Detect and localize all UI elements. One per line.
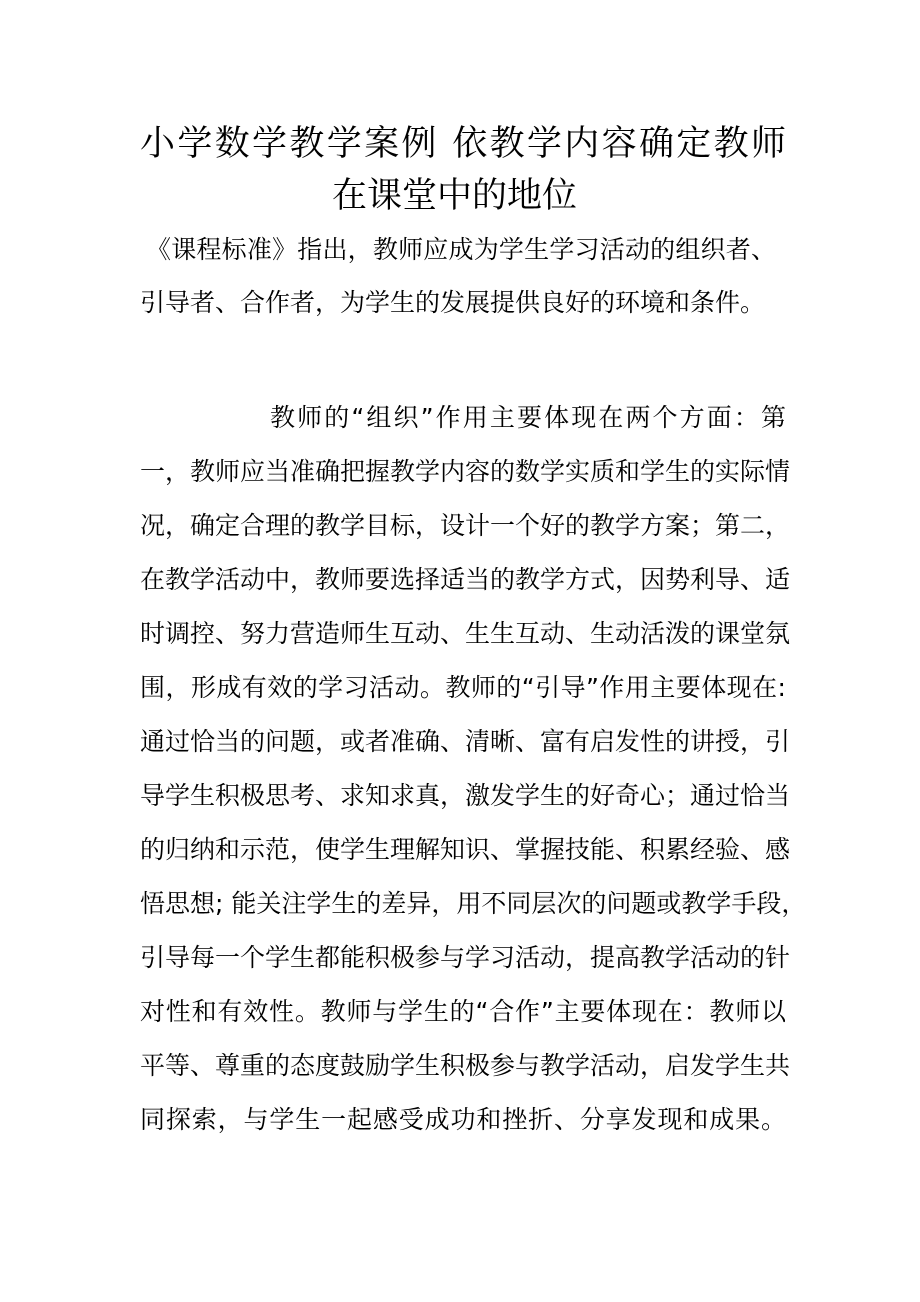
paragraph-line: 通过恰当的问题，或者准确、清晰、富有启发性的讲授，引 — [140, 727, 791, 756]
paragraph-line: 况，确定合理的教学目标，设计一个好的教学方案；第二， — [140, 511, 791, 540]
intro-line-2: 引导者、合作者，为学生的发展提供良好的环境和条件。 — [140, 288, 766, 317]
paragraph-line: 一，教师应当准确把握教学内容的数学实质和学生的实际情 — [140, 457, 791, 486]
paragraph-line: 引导每一个学生都能积极参与学习活动，提高教学活动的针 — [140, 943, 791, 972]
title-line-1: 小学数学教学案例 依教学内容确定教师 — [140, 124, 786, 164]
paragraph-line: 时调控、努力营造师生互动、生生互动、生动活泼的课堂氛 — [140, 619, 791, 648]
intro-line-1: 《课程标准》指出，教师应成为学生学习活动的组织者、 — [146, 235, 776, 264]
paragraph-line: 教师的“组织”作用主要体现在两个方面：第 — [270, 403, 786, 432]
paragraph-line: 导学生积极思考、求知求真，激发学生的好奇心；通过恰当 — [140, 781, 791, 810]
paragraph-line: 悟思想; 能关注学生的差异，用不同层次的问题或教学手段， — [140, 889, 807, 918]
paragraph-line: 的归纳和示范，使学生理解知识、掌握技能、积累经验、感 — [140, 835, 791, 864]
paragraph-line: 围，形成有效的学习活动。教师的“引导”作用主要体现在: — [140, 673, 786, 702]
paragraph-line: 同探索，与学生一起感受成功和挫折、分享发现和成果。 — [140, 1105, 786, 1134]
paragraph-line: 对性和有效性。教师与学生的“合作”主要体现在：教师以 — [140, 997, 786, 1026]
paragraph-line: 平等、尊重的态度鼓励学生积极参与教学活动，启发学生共 — [140, 1051, 791, 1080]
paragraph-line: 在教学活动中，教师要选择适当的教学方式，因势利导、适 — [140, 565, 791, 594]
title-line-2: 在课堂中的地位 — [332, 176, 578, 216]
